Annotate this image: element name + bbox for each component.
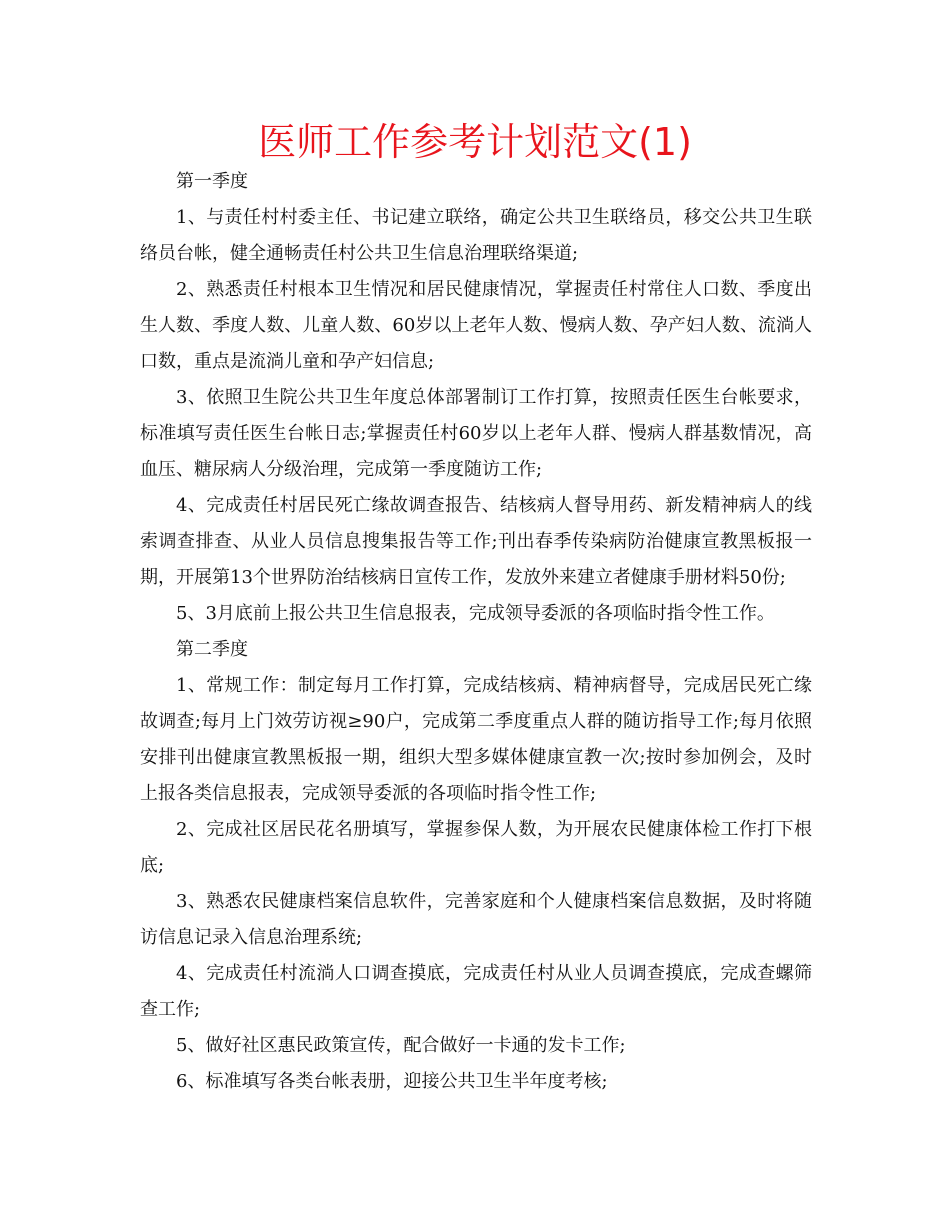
section-heading-q2: 第二季度 xyxy=(176,639,248,660)
section-heading-q1: 第一季度 xyxy=(176,171,248,192)
paragraph: 1、常规工作：制定每月工作打算，完成结核病、精神病督导，完成居民死亡缘故调查;每月上门效劳访视≥90户，完成第二季度重点人群的随访指导工作;每月依照安排刊出健康宣教黑板报一期，组织大型多媒体健康宣教一次;按时参加例会，及时上报各类信息报表，完成领导委派的各项临时指令性工作; xyxy=(140,675,812,804)
paragraph: 3、依照卫生院公共卫生年度总体部署制订工作打算，按照责任医生台帐要求，标准填写责任医生台帐日志;掌握责任村60岁以上老年人群、慢病人群基数情况，高血压、糖尿病人分级治理，完成第一季度随访工作; xyxy=(140,387,812,480)
paragraph: 2、完成社区居民花名册填写，掌握参保人数，为开展农民健康体检工作打下根底; xyxy=(140,819,812,876)
paragraph: 2、熟悉责任村根本卫生情况和居民健康情况，掌握责任村常住人口数、季度出生人数、季度人数、儿童人数、60岁以上老年人数、慢病人数、孕产妇人数、流淌人口数，重点是流淌儿童和孕产妇信息; xyxy=(140,279,812,372)
paragraph: 6、标准填写各类台帐表册，迎接公共卫生半年度考核; xyxy=(176,1071,608,1092)
document-title: 医师工作参考计划范文(1) xyxy=(258,120,692,164)
paragraph: 1、与责任村村委主任、书记建立联络，确定公共卫生联络员，移交公共卫生联络员台帐，健全通畅责任村公共卫生信息治理联络渠道; xyxy=(140,207,812,264)
paragraph: 4、完成责任村流淌人口调查摸底，完成责任村从业人员调查摸底，完成查螺筛查工作; xyxy=(140,963,812,1020)
paragraph: 5、3月底前上报公共卫生信息报表，完成领导委派的各项临时指令性工作。 xyxy=(176,603,775,624)
paragraph: 5、做好社区惠民政策宣传，配合做好一卡通的发卡工作; xyxy=(176,1035,626,1056)
document-body xyxy=(140,164,812,1100)
paragraph: 4、完成责任村居民死亡缘故调查报告、结核病人督导用药、新发精神病人的线索调查排查、从业人员信息搜集报告等工作;刊出春季传染病防治健康宣教黑板报一期，开展第13个世界防治结核病日宣传工作，发放外来建立者健康手册材料50份; xyxy=(140,495,812,588)
paragraph: 3、熟悉农民健康档案信息软件，完善家庭和个人健康档案信息数据，及时将随访信息记录入信息治理系统; xyxy=(140,891,812,948)
